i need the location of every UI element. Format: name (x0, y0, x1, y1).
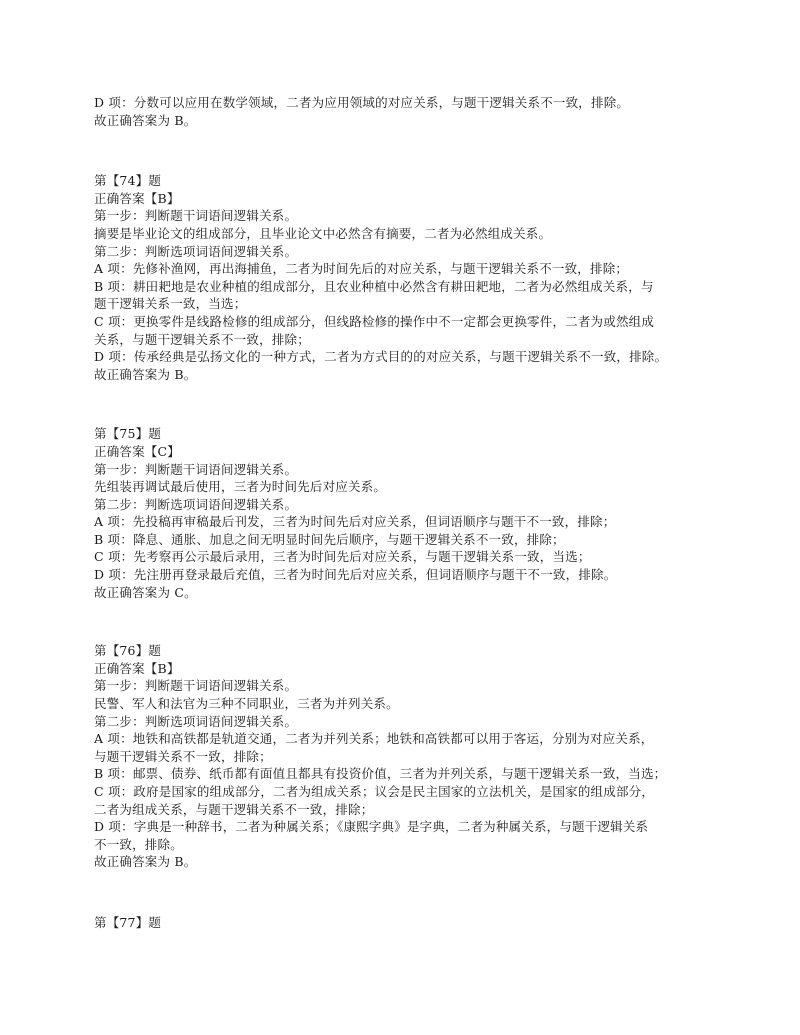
correct-answer: 正确答案【B】 (94, 660, 180, 676)
text-line: D 项：先注册再登录最后充值，三者为时间先后对应关系，但词语顺序与题干不一致，排除。 (94, 567, 617, 583)
text-line: 故正确答案为 B。 (94, 366, 197, 382)
text-line: B 项：邮票、债券、纸币都有面值且都具有投资价值，三者为并列关系，与题干逻辑关系一致，当选； (94, 766, 667, 782)
text-line: 第一步：判断题干词语间逻辑关系。 (94, 678, 298, 694)
text-line: 题干逻辑关系一致，当选； (94, 296, 247, 312)
question-74-block (94, 172, 714, 383)
text-line: 第二步：判断选项词语间逻辑关系。 (94, 496, 298, 512)
text-line: C 项：更换零件是线路检修的组成部分，但线路检修的操作中不一定都会更换零件，二者为或然组成 (94, 313, 655, 329)
text-line: 民警、军人和法官为三种不同职业，三者为并列关系。 (94, 696, 399, 712)
text-line: 不一致，排除。 (94, 836, 183, 852)
text-line: 摘要是毕业论文的组成部分，且毕业论文中必然含有摘要，二者为必然组成关系。 (94, 225, 552, 241)
question-title: 第【74】题 (94, 173, 162, 189)
question-76-block (94, 642, 714, 871)
text-line: 故正确答案为 B。 (94, 854, 197, 870)
text-line: 故正确答案为 B。 (94, 112, 197, 128)
text-line: C 项：政府是国家的组成部分，二者为组成关系；议会是民主国家的立法机关，是国家的组成部分， (94, 784, 655, 799)
text-line: 与题干逻辑关系不一致，排除； (94, 748, 272, 764)
text-line: B 项：耕田耙地是农业种植的组成部分，且农业种植中必然含有耕田耙地，二者为必然组成关系，与 (94, 278, 654, 294)
question-title: 第【77】题 (94, 914, 162, 930)
question-title: 第【76】题 (94, 643, 162, 659)
question-75-block (94, 425, 714, 601)
intro-block (94, 94, 714, 129)
text-line: 关系，与题干逻辑关系不一致，排除； (94, 331, 310, 347)
text-line: 二者为组成关系，与题干逻辑关系不一致，排除； (94, 801, 374, 817)
text-line: 第二步：判断选项词语间逻辑关系。 (94, 713, 298, 729)
text-line: A 项：先投稿再审稿最后刊发，三者为时间先后对应关系，但词语顺序与题干不一致，排除； (94, 514, 616, 530)
correct-answer: 正确答案【C】 (94, 443, 180, 459)
text-line: 故正确答案为 C。 (94, 584, 197, 600)
question-77-block (94, 914, 714, 932)
text-line: B 项：降息、通胀、加息之间无明显时间先后顺序，与题干逻辑关系不一致，排除； (94, 531, 565, 547)
text-line: A 项：先修补渔网，再出海捕鱼，二者为时间先后的对应关系，与题干逻辑关系不一致，排除； (94, 261, 629, 277)
question-title: 第【75】题 (94, 426, 162, 442)
text-line: D 项：分数可以应用在数学领域，二者为应用领域的对应关系，与题干逻辑关系不一致，排除。 (94, 95, 630, 110)
text-line: A 项：地铁和高铁都是轨道交通，二者为并列关系；地铁和高铁都可以用于客运，分别为对应关系， (94, 731, 654, 747)
text-line: 第一步：判断题干词语间逻辑关系。 (94, 208, 298, 224)
correct-answer: 正确答案【B】 (94, 190, 180, 206)
text-line: D 项：传承经典是弘扬文化的一种方式，二者为方式目的的对应关系，与题干逻辑关系不一致，排除。 (94, 349, 668, 365)
document-page (94, 94, 714, 932)
text-line: C 项：先考察再公示最后录用，三者为时间先后对应关系，与题干逻辑关系一致，当选； (94, 549, 591, 565)
text-line: 先组装再调试最后使用，三者为时间先后对应关系。 (94, 479, 387, 495)
text-line: 第二步：判断选项词语间逻辑关系。 (94, 243, 298, 259)
text-line: 第一步：判断题干词语间逻辑关系。 (94, 461, 298, 477)
text-line: D 项：字典是一种辞书，二者为种属关系；《康熙字典》是字典，二者为种属关系，与题干逻辑关系 (94, 819, 649, 835)
